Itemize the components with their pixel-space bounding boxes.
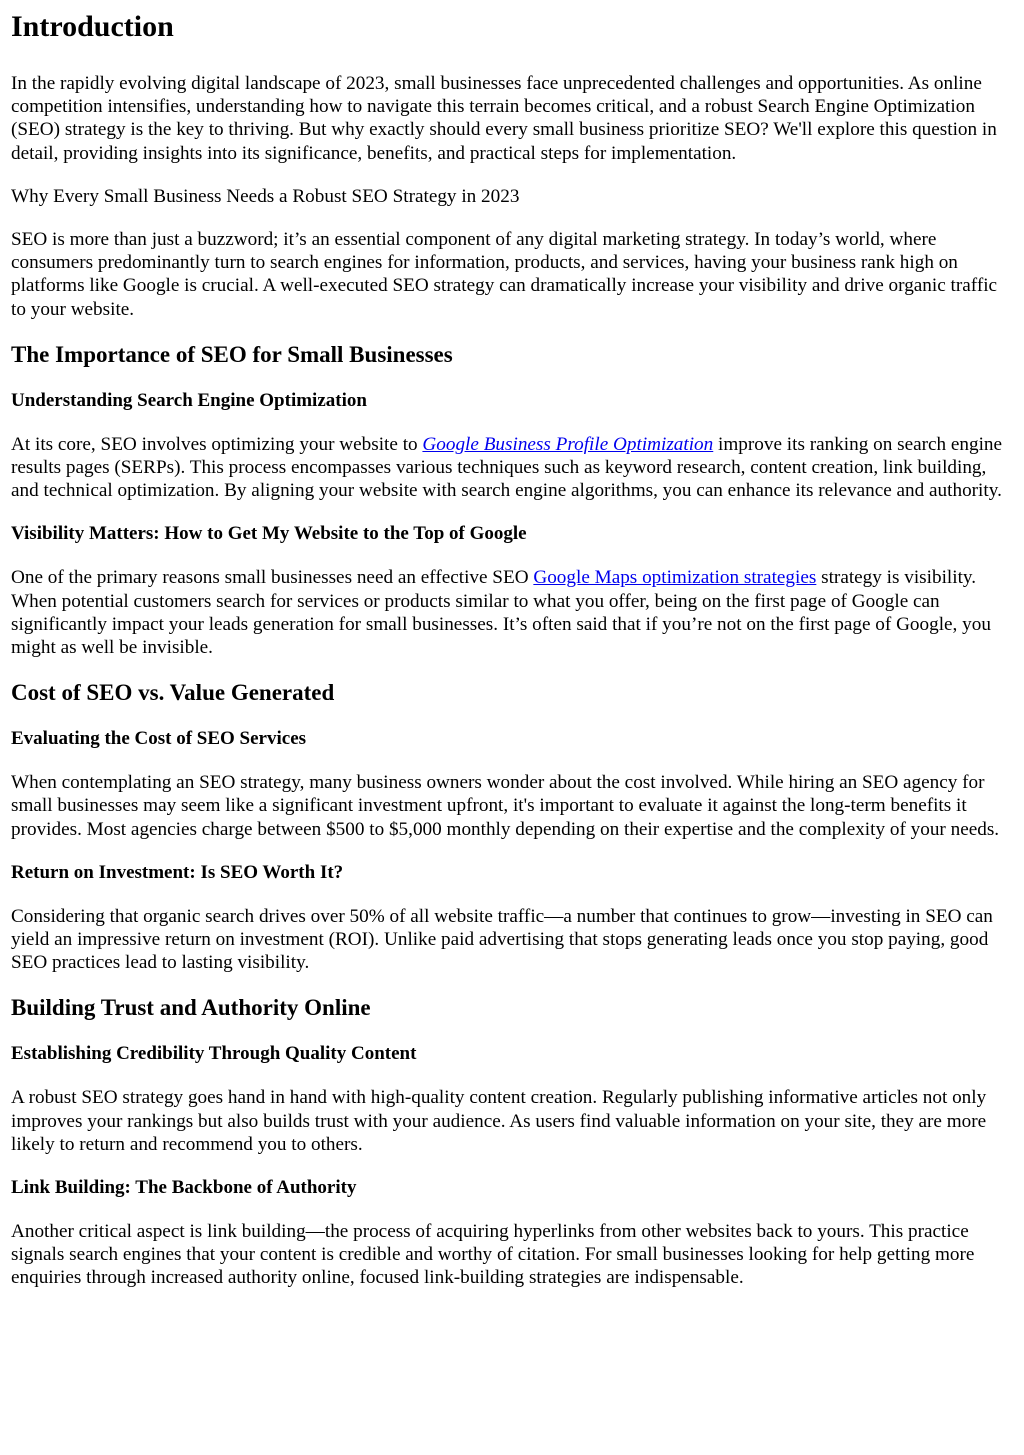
section-heading-trust: Building Trust and Authority Online [11,995,371,1021]
subheading-credibility: Establishing Credibility Through Quality Content [11,1043,417,1065]
intro-subtitle: Why Every Small Business Needs a Robust SEO Strategy in 2023 [11,185,520,207]
paragraph-evaluating-cost: When contemplating an SEO strategy, many business owners wonder about the cost involved. While hiring an SEO agency for small businesses may seem like a significant investment upfront, it's important to evaluate it against the long-term benefits it provides. Most agencies charge between $500 to $5,000 monthly depending on their expertise and the complexity of your needs. [11,772,1000,840]
subheading-evaluating-cost: Evaluating the Cost of SEO Services [11,728,307,750]
subheading-understanding-seo: Understanding Search Engine Optimization [11,389,367,411]
google-maps-link[interactable]: Google Maps optimization strategies [533,567,817,589]
page-title: Introduction [11,10,174,43]
section-heading-importance: The Importance of SEO for Small Businesses [11,341,453,367]
paragraph-link-building: Another critical aspect is link building—the process of acquiring hyperlinks from other websites back to yours. This practice signals search engines that your content is credible and worthy of citation. For small businesses looking for help getting more enquiries through increased authority online, focused link-building strategies are indispensable. [11,1221,975,1289]
article [0,9,1024,1290]
text-segment: improve its ranking on search engine results pages (SERPs). This process encompasses various techniques such as keyword research, content creation, link building, and technical optimization. By aligning your website with search engine algorithms, you can enhance its relevance and authority. [11,433,1003,502]
paragraph-understanding-seo [11,433,1013,503]
intro-paragraph-2: SEO is more than just a buzzword; it’s an essential component of any digital marketing strategy. In today’s world, where consumers predominantly turn to search engines for information, products, and services, having your business rank high on platforms like Google is crucial. A well-executed SEO strategy can dramatically increase your visibility and drive organic traffic to your website. [11,229,998,320]
text-segment: At its core, SEO involves optimizing your website to [11,433,423,455]
paragraph-roi: Considering that organic search drives over 50% of all website traffic—a number that continues to grow—investing in SEO can yield an impressive return on investment (ROI). Unlike paid advertising that stops generating leads once you stop paying, good SEO practices lead to lasting visibility. [11,905,993,974]
intro-paragraph: In the rapidly evolving digital landscape of 2023, small businesses face unprecedented challenges and opportunities. As online competition intensifies, understanding how to navigate this terrain becomes critical, and a robust Search Engine Optimization (SEO) strategy is the key to thriving. But why exactly should every small business prioritize SEO? We'll explore this question in detail, providing insights into its significance, benefits, and practical steps for implementation. [11,73,997,164]
section-heading-cost: Cost of SEO vs. Value Generated [11,680,335,706]
paragraph-credibility: A robust SEO strategy goes hand in hand with high-quality content creation. Regularly publishing informative articles not only improves your rankings but also builds trust with your audience. As users find valuable information on your site, they are more likely to return and recommend you to others. [11,1087,987,1155]
subheading-visibility: Visibility Matters: How to Get My Website to the Top of Google [11,523,527,545]
text-segment: strategy is visibility. When potential customers search for services or products similar to what you offer, being on the first page of Google can significantly impact your leads generation for small businesses. It’s often said that if you’re not on the first page of Google, you might as well be invisible. [11,567,991,659]
subheading-roi: Return on Investment: Is SEO Worth It? [11,861,344,883]
text-segment: One of the primary reasons small businesses need an effective SEO [11,567,534,589]
paragraph-visibility [11,566,1013,659]
google-business-profile-link[interactable]: Google Business Profile Optimization [422,433,714,455]
subheading-link-building: Link Building: The Backbone of Authority [11,1177,357,1199]
